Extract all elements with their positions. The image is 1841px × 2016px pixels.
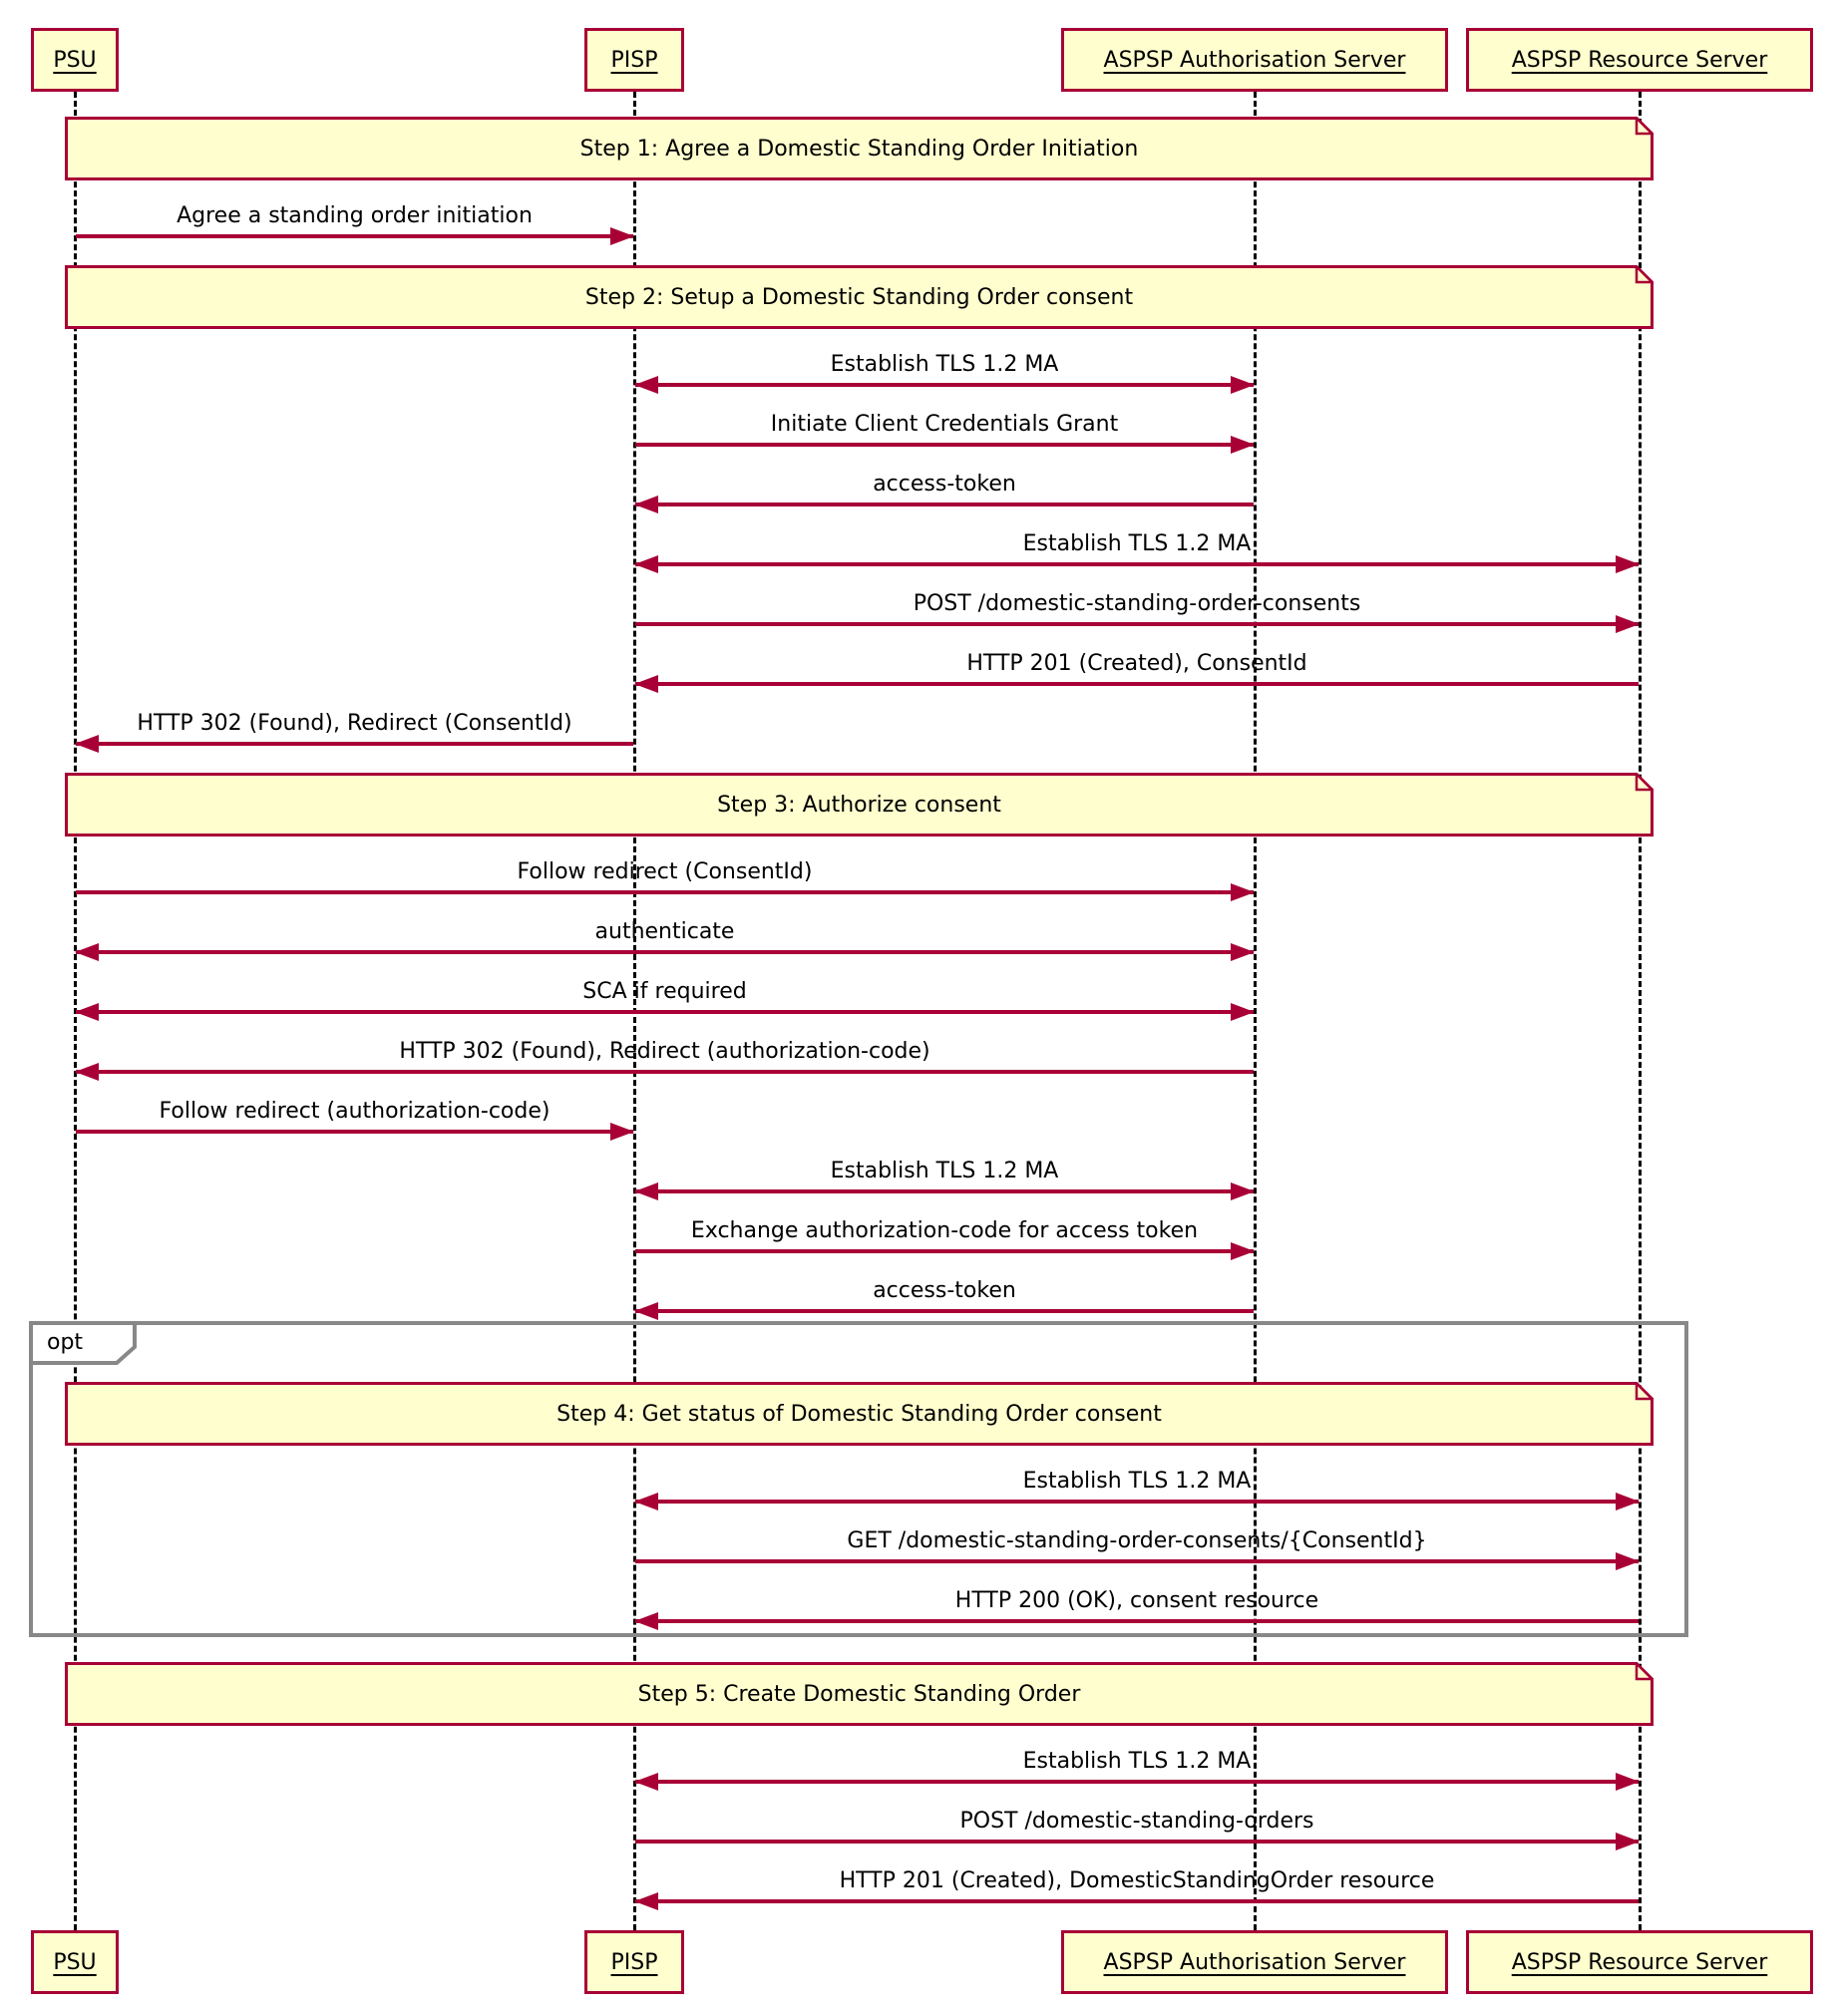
message-6 bbox=[634, 568, 1640, 634]
message-label: GET /domestic-standing-order-consents/{ConsentId} bbox=[847, 1528, 1427, 1553]
participant-label: PSU bbox=[53, 47, 97, 73]
message-14 bbox=[634, 1136, 1255, 1201]
message-10 bbox=[75, 896, 1255, 962]
step-note-5 bbox=[65, 1662, 1654, 1726]
message-line bbox=[635, 622, 1639, 626]
message-11 bbox=[75, 956, 1255, 1022]
message-20 bbox=[634, 1726, 1640, 1792]
participant-psu-bottom-box bbox=[31, 1930, 119, 1994]
message-label: Establish TLS 1.2 MA bbox=[1022, 531, 1252, 556]
message-arrow bbox=[75, 735, 634, 753]
participant-auth-top-box bbox=[1061, 28, 1448, 92]
participant-pisp-top-box bbox=[584, 28, 684, 92]
message-line bbox=[76, 1130, 633, 1134]
message-line bbox=[76, 1010, 1254, 1014]
message-line bbox=[635, 1780, 1639, 1784]
arrowhead-right-icon bbox=[610, 227, 634, 245]
message-arrow bbox=[634, 675, 1640, 693]
message-3 bbox=[634, 389, 1255, 455]
message-label: Establish TLS 1.2 MA bbox=[830, 1159, 1059, 1183]
step-note-1 bbox=[65, 117, 1654, 180]
message-line bbox=[635, 682, 1639, 686]
participant-label: ASPSP Authorisation Server bbox=[1103, 47, 1406, 73]
message-15 bbox=[634, 1195, 1255, 1261]
arrowhead-left-icon bbox=[75, 735, 99, 753]
message-label: HTTP 200 (OK), consent resource bbox=[954, 1588, 1319, 1613]
message-line bbox=[635, 1309, 1254, 1313]
message-label: POST /domestic-standing-order-consents bbox=[913, 591, 1361, 616]
arrowhead-right-icon bbox=[610, 1123, 634, 1141]
message-line bbox=[76, 890, 1254, 894]
step-note-2 bbox=[65, 265, 1654, 329]
message-label: HTTP 302 (Found), Redirect (ConsentId) bbox=[137, 711, 572, 736]
participant-auth-bottom-box bbox=[1061, 1930, 1448, 1994]
message-label: POST /domestic-standing-orders bbox=[959, 1809, 1314, 1834]
participant-psu-top-box bbox=[31, 28, 119, 92]
participant-label: PSU bbox=[53, 1949, 97, 1975]
message-label: Follow redirect (authorization-code) bbox=[159, 1099, 551, 1124]
lifeline-res bbox=[1639, 92, 1642, 1930]
step-note-3 bbox=[65, 773, 1654, 837]
message-22 bbox=[634, 1846, 1640, 1911]
message-label: HTTP 302 (Found), Redirect (authorization-code) bbox=[399, 1039, 930, 1064]
message-8 bbox=[75, 688, 634, 754]
message-label: Initiate Client Credentials Grant bbox=[770, 412, 1119, 437]
message-line bbox=[635, 1249, 1254, 1253]
participant-label: PISP bbox=[610, 47, 658, 73]
message-13 bbox=[75, 1076, 634, 1142]
participant-label: ASPSP Resource Server bbox=[1511, 1949, 1768, 1975]
message-label: Establish TLS 1.2 MA bbox=[830, 352, 1059, 377]
message-label: Agree a standing order initiation bbox=[177, 203, 533, 228]
participant-pisp-bottom-box bbox=[584, 1930, 684, 1994]
participant-label: PISP bbox=[610, 1949, 658, 1975]
arrowhead-left-icon bbox=[634, 675, 658, 693]
message-16 bbox=[634, 1255, 1255, 1321]
message-line bbox=[76, 742, 633, 746]
note-title: Step 4: Get status of Domestic Standing Order consent bbox=[556, 1401, 1162, 1427]
message-line bbox=[635, 1840, 1639, 1844]
message-label: Exchange authorization-code for access token bbox=[690, 1218, 1199, 1243]
participant-label: ASPSP Authorisation Server bbox=[1103, 1949, 1406, 1975]
message-line bbox=[635, 562, 1639, 566]
note-title: Step 2: Setup a Domestic Standing Order consent bbox=[584, 284, 1134, 310]
message-label: Establish TLS 1.2 MA bbox=[1022, 1469, 1252, 1494]
message-9 bbox=[75, 837, 1255, 902]
message-line bbox=[635, 1899, 1639, 1903]
message-line bbox=[635, 383, 1254, 387]
note-title: Step 5: Create Domestic Standing Order bbox=[637, 1681, 1081, 1707]
note-title: Step 3: Authorize consent bbox=[717, 792, 1001, 818]
message-12 bbox=[75, 1016, 1255, 1082]
message-label: HTTP 201 (Created), ConsentId bbox=[966, 651, 1307, 676]
arrowhead-left-icon bbox=[634, 1302, 658, 1320]
message-line bbox=[76, 234, 633, 238]
message-label: authenticate bbox=[594, 919, 735, 944]
message-2 bbox=[634, 329, 1255, 395]
message-label: HTTP 201 (Created), DomesticStandingOrder resource bbox=[839, 1868, 1435, 1893]
message-line bbox=[76, 950, 1254, 954]
participant-label: ASPSP Resource Server bbox=[1511, 47, 1768, 73]
message-21 bbox=[634, 1786, 1640, 1851]
message-label: access-token bbox=[873, 472, 1016, 497]
message-arrow bbox=[75, 227, 634, 245]
message-line bbox=[635, 443, 1254, 447]
message-1 bbox=[75, 180, 634, 246]
opt-fragment-keyword: opt bbox=[47, 1330, 84, 1355]
message-arrow bbox=[634, 1302, 1255, 1320]
message-5 bbox=[634, 508, 1640, 574]
message-arrow bbox=[75, 1123, 634, 1141]
message-7 bbox=[634, 628, 1640, 694]
message-label: Follow redirect (ConsentId) bbox=[517, 859, 813, 884]
opt-fragment bbox=[29, 1321, 1688, 1637]
arrowhead-left-icon bbox=[634, 1892, 658, 1910]
message-label: access-token bbox=[873, 1278, 1016, 1303]
message-label: Establish TLS 1.2 MA bbox=[1022, 1749, 1252, 1774]
message-arrow bbox=[634, 1892, 1640, 1910]
message-label: SCA if required bbox=[582, 979, 747, 1004]
participant-res-top-box bbox=[1466, 28, 1813, 92]
message-line bbox=[76, 1070, 1254, 1074]
note-title: Step 1: Agree a Domestic Standing Order Initiation bbox=[579, 136, 1139, 162]
message-line bbox=[635, 503, 1254, 506]
message-4 bbox=[634, 449, 1255, 514]
participant-res-bottom-box bbox=[1466, 1930, 1813, 1994]
message-line bbox=[635, 1189, 1254, 1193]
